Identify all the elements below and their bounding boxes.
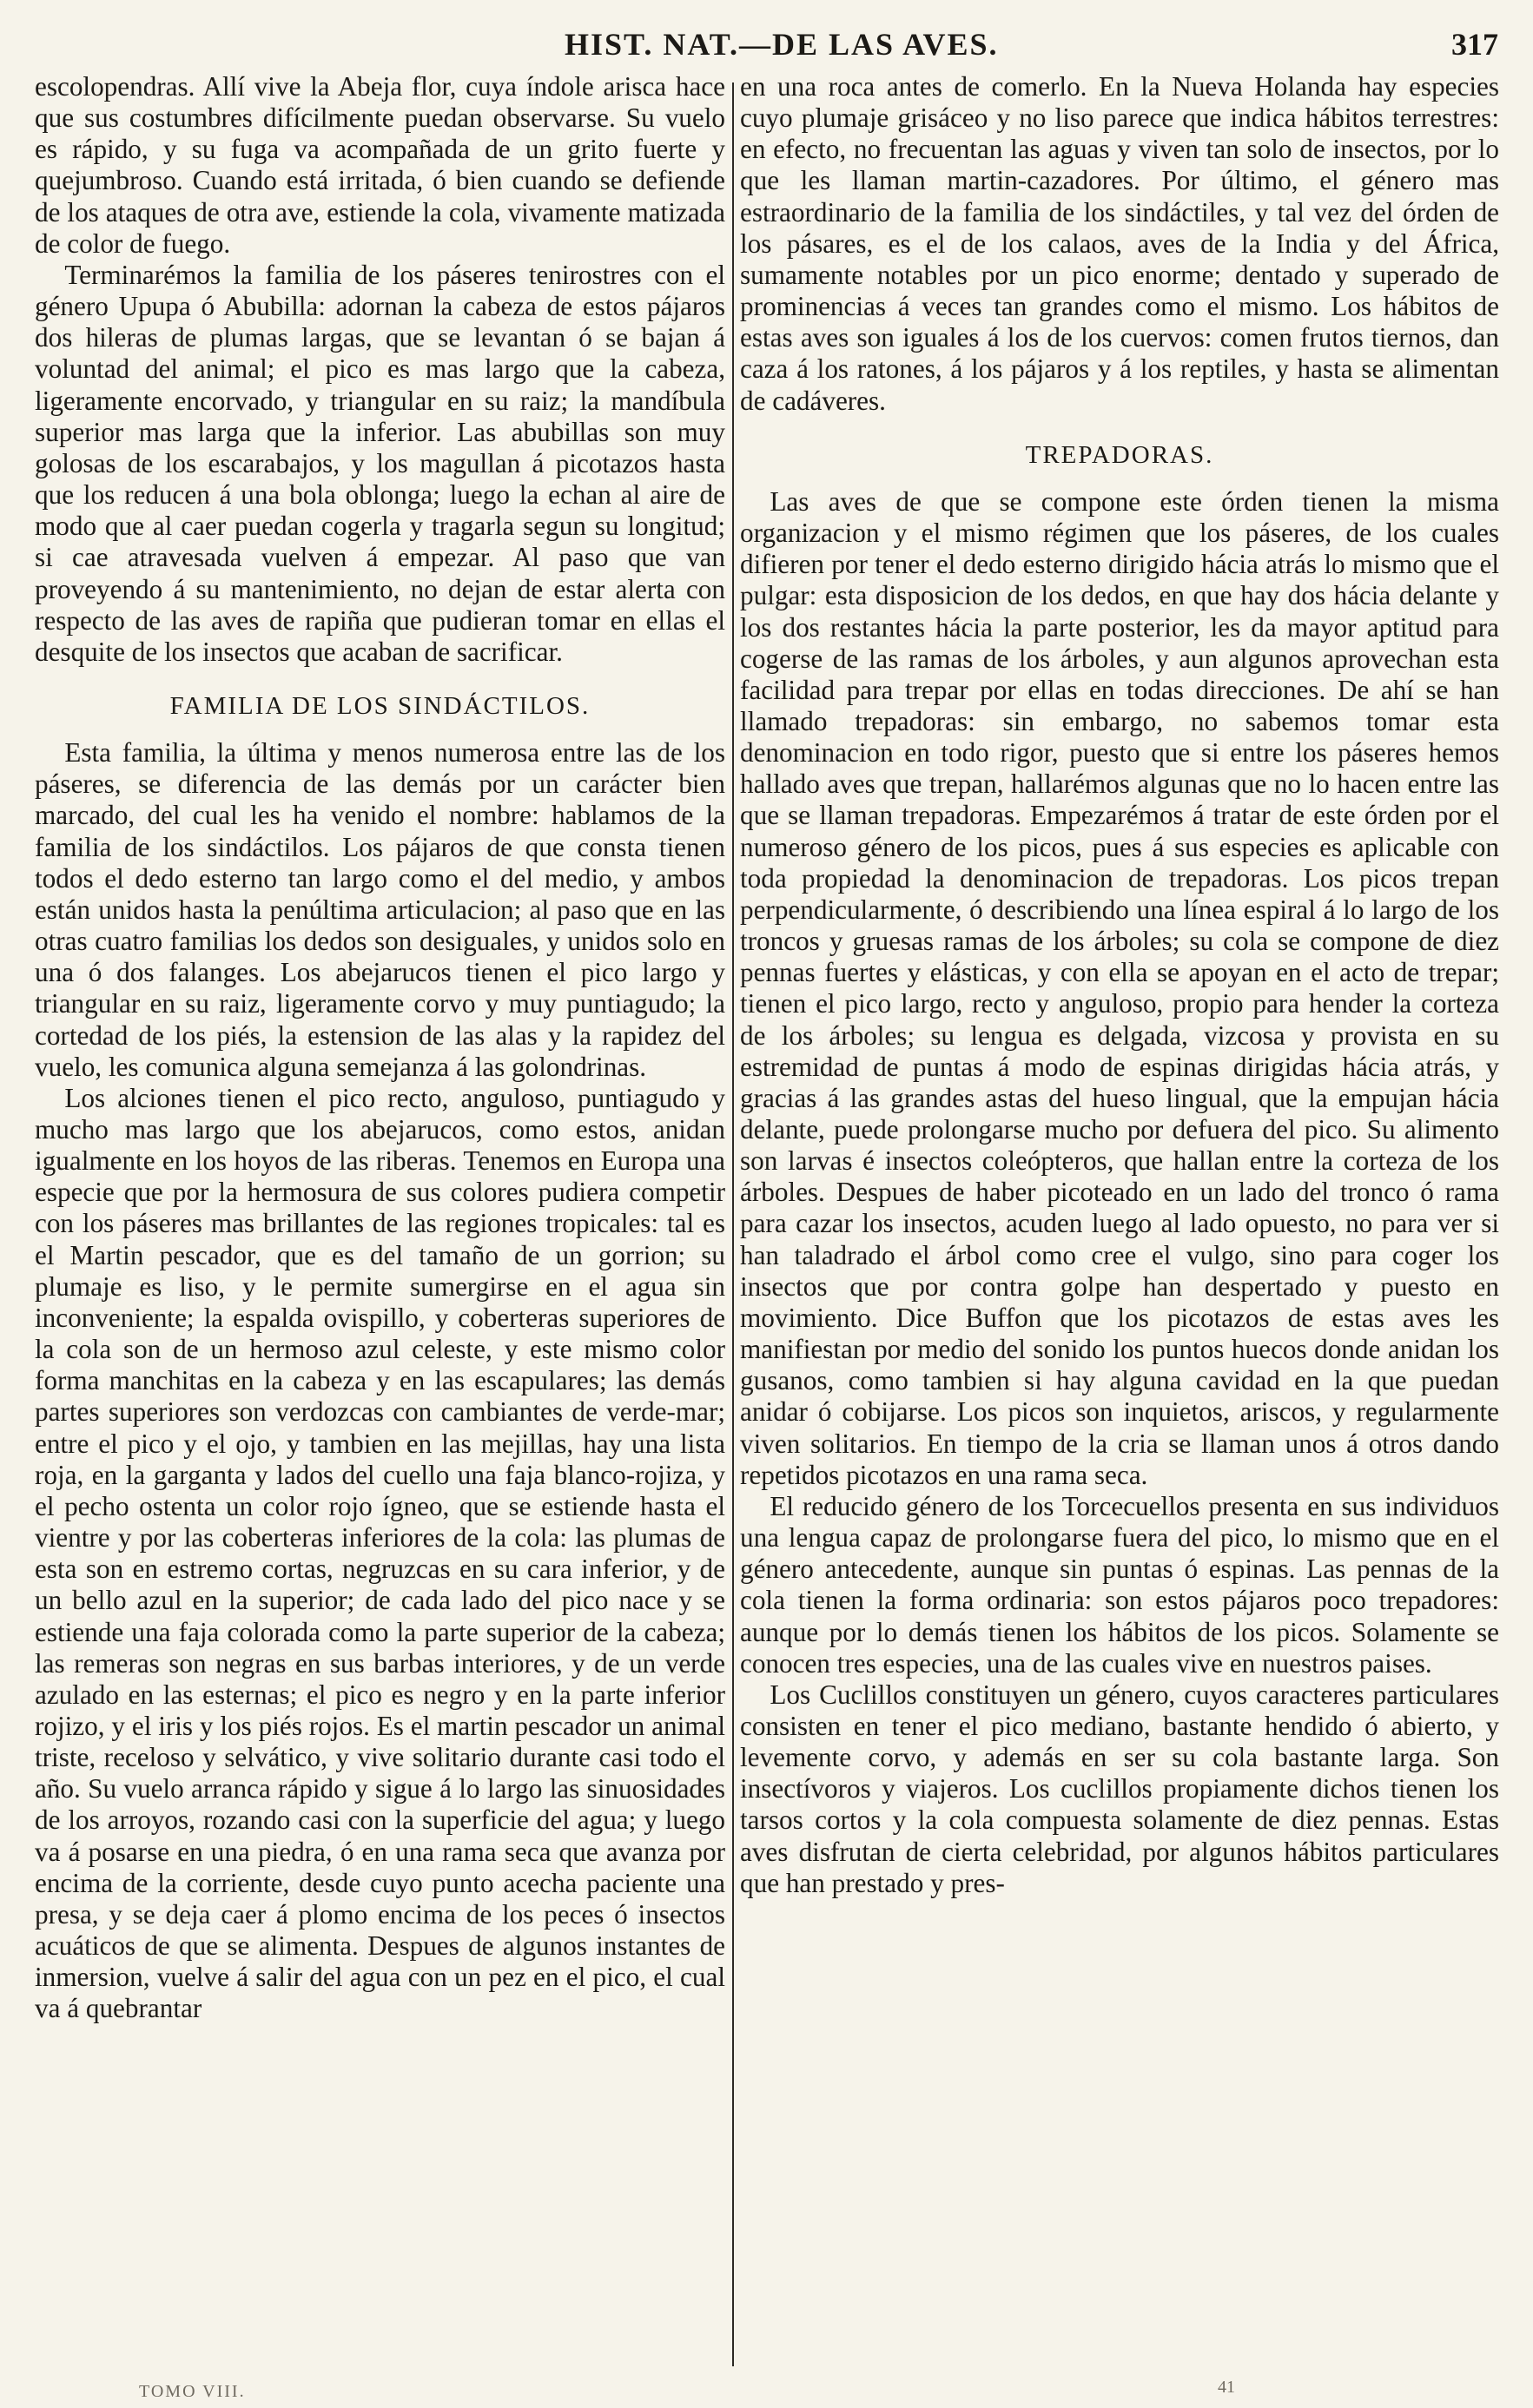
- printer-signature-left: TOMO VIII.: [139, 2382, 246, 2401]
- left-paragraph-1: escolopendras. Allí vive la Abeja flor, cuya índole arisca hace que sus costumbres difícilmente puedan observarse. Su vuelo es rápido, y su fuga va acompañada de un grito fuerte y quejumbroso. Cuando está irritada, ó bien cuando se defiende de los ataques de otra ave, estiende la cola, vivamente matizada de color de fuego.: [35, 71, 725, 259]
- right-paragraph-1: en una roca antes de comerlo. En la Nueva Holanda hay especies cuyo plumaje grisáceo y no liso parece que indica hábitos terrestres: en efecto, no frecuentan las aguas y viven tan solo de insectos, por lo que les llaman martin-cazadores. Por último, el género mas estraordinario de la familia de los sindáctiles, y tal vez del órden de los pásares, es el de los calaos, aves de la India y del África, sumamente notables por un pico enorme; dentado y superado de prominencias á veces tan grandes como el mismo. Los hábitos de estas aves son iguales á los de los cuervos: comen frutos tiernos, dan caza á los ratones, á los pájaros y á los reptiles, y hasta se alimentan de cadáveres.: [740, 71, 1499, 416]
- column-divider: [732, 82, 734, 2366]
- page-header: [0, 26, 1533, 68]
- right-paragraph-2: Las aves de que se compone este órden tienen la misma organizacion y el mismo régimen que los páseres, de los cuales difieren por tener el dedo esterno dirigido hácia atrás lo mismo que el pulgar: esta disposicion de los dedos, en que hay dos hácia delante y los dos restantes hácia la parte posterior, les da mayor aptitud para cogerse de las ramas de los árboles, y aun algunos aprovechan esta facilidad para trepar por ellas en todas direcciones. De ahí se han llamado trepadoras: sin embargo, no sabemos tomar esta denominacion en todo rigor, puesto que si entre los páseres hemos hallado aves que trepan, hallarémos algunas que no lo hacen entre las que se llaman trepadoras. Empezarémos á tratar de este órden por el numeroso género de los picos, pues á sus especies es aplicable con toda propiedad la denominacion de trepadoras. Los picos trepan perpendicularmente, ó describiendo una línea espiral á lo largo de los troncos y gruesas ramas de los árboles; su cola se compone de diez pennas fuertes y elásticas, y con ella se apoyan en el acto de trepar; tienen el pico largo, recto y anguloso, propio para hender la corteza de los árboles; su lengua es delgada, vizcosa y provista en su estremidad de puntas á modo de espinas dirigidas hácia atrás, y gracias á las grandes astas del hueso lingual, que la empujan hácia delante, puede prolongarse mucho por defuera del pico. Su alimento son larvas é insectos coleópteros, que hallan entre la corteza de los árboles. Despues de haber picoteado en un lado del tronco ó rama para cazar los insectos, acuden luego al lado opuesto, no para ver si han taladrado el árbol como cree el vulgo, sino para coger los insectos que por contra golpe han despertado y puesto en movimiento. Dice Buffon que los picotazos de estas aves les manifiestan por medio del sonido los puntos huecos donde anidan los gusanos, como tambien si hay alguna cavidad en la que puedan anidar ó cobijarse. Los picos son inquietos, ariscos, y regularmente viven solitarios. En tiempo de la cria se llaman unos á otros dando repetidos picotazos en una rama seca.: [740, 485, 1499, 1490]
- printer-signature-right: 41: [1218, 2378, 1235, 2397]
- section-heading-sindactilos: FAMILIA DE LOS SINDÁCTILOS.: [169, 691, 591, 720]
- left-paragraph-2: Terminarémos la familia de los páseres tenirostres con el género Upupa ó Abubilla: adornan la cabeza de estos pájaros dos hileras de plumas largas, que se levantan ó se bajan á voluntad del animal; el pico es mas largo que la cabeza, ligeramente encorvado, y triangular en su raiz; la mandíbula superior mas larga que la inferior. Las abubillas son muy golosas de los escarabajos, y los magullan á picotazos hasta que los reducen á una bola oblonga; luego la echan al aire de modo que al caer puedan cogerla y tragarla segun su longitud; si cae atravesada vuelven á empezar. Al paso que van proveyendo á su mantenimiento, no dejan de estar alerta con respecto de las aves de rapiña que pudieran tomar en ellas el desquite de los insectos que acaban de sacrificar.: [35, 259, 725, 667]
- right-paragraph-3: El reducido género de los Torcecuellos presenta en sus individuos una lengua capaz de prolongarse fuera del pico, lo mismo que en el género antecedente, aunque sin puntas ó espinas. Las pennas de la cola tienen la forma ordinaria: son estos pájaros poco trepadores: aunque por lo demás tienen los hábitos de los picos. Solamente se conocen tres especies, una de las cuales vive en nuestros paises.: [740, 1490, 1499, 1679]
- page-number: 317: [1451, 27, 1498, 62]
- left-paragraph-3: Esta familia, la última y menos numerosa entre las de los páseres, se diferencia de las demás por un carácter bien marcado, del cual les ha venido el nombre: hablamos de la familia de los sindáctilos. Los pájaros de que consta tienen todos el dedo esterno tan largo como el del medio, y ambos están unidos hasta la penúltima articulacion; al paso que en las otras cuatro familias los dedos son desiguales, y unidos solo en una ó dos falanges. Los abejarucos tienen el pico largo y triangular en su raiz, ligeramente corvo y muy puntiagudo; la cortedad de los piés, la estension de las alas y la rapidez del vuelo, les comunica alguna semejanza á las golondrinas.: [35, 737, 725, 1082]
- running-title: HIST. NAT.—DE LAS AVES.: [565, 27, 999, 62]
- left-column: [35, 71, 725, 2025]
- right-paragraph-4: Los Cuclillos constituyen un género, cuyos caracteres particulares consisten en tener el pico mediano, bastante hendido ó abierto, y levemente corvo, y además en ser su cola bastante larga. Son insectívoros y viajeros. Los cuclillos propiamente dichos tienen los tarsos cortos y la cola compuesta solamente de diez pennas. Estas aves disfrutan de cierta celebridad, por algunos hábitos particulares que han prestado y pres-: [740, 1679, 1499, 1898]
- section-heading-trepadoras: TREPADORAS.: [1025, 440, 1214, 469]
- left-paragraph-4: Los alciones tienen el pico recto, anguloso, puntiagudo y mucho mas largo que los abejarucos, como estos, anidan igualmente en los hoyos de las riberas. Tenemos en Europa una especie que por la hermosura de sus colores pudiera competir con los páseres mas brillantes de las regiones tropicales: tal es el Martin pescador, que es del tamaño de un gorrion; su plumaje es liso, y le permite sumergirse en el agua sin inconveniente; la espalda ovispillo, y coberteras superiores de la cola son de un hermoso azul celeste, y este mismo color forma manchitas en la cabeza y en las escapulares; las demás partes superiores son verdozcas con cambiantes de verde-mar; entre el pico y el ojo, y tambien en las mejillas, hay una lista roja, en la garganta y lados del cuello una faja blanco-rojiza, y el pecho ostenta un color rojo ígneo, que se estiende hasta el vientre y por las coberteras inferiores de la cola: las plumas de esta son en estremo cortas, negruzcas en su cara inferior, y de un bello azul en la superior; de cada lado del pico nace y se estiende una faja colorada como la parte superior de la cabeza; las remeras son negras en sus barbas interiores, y de un verde azulado en las esternas; el pico es negro y en la parte inferior rojizo, y el iris y los piés rojos. Es el martin pescador un animal triste, receloso y selvático, y vive solitario durante casi todo el año. Su vuelo arranca rápido y sigue á lo largo las sinuosidades de los arroyos, rozando casi con la superficie del agua; y luego va á posarse en una piedra, ó en una rama seca que avanza por encima de la corriente, desde cuyo punto acecha paciente una presa, y se deja caer á plomo encima de los peces ó insectos acuáticos de que se alimenta. Despues de algunos instantes de inmersion, vuelve á salir del agua con un pez en el pico, el cual va á quebrantar: [35, 1082, 725, 2024]
- right-column: [740, 71, 1499, 1899]
